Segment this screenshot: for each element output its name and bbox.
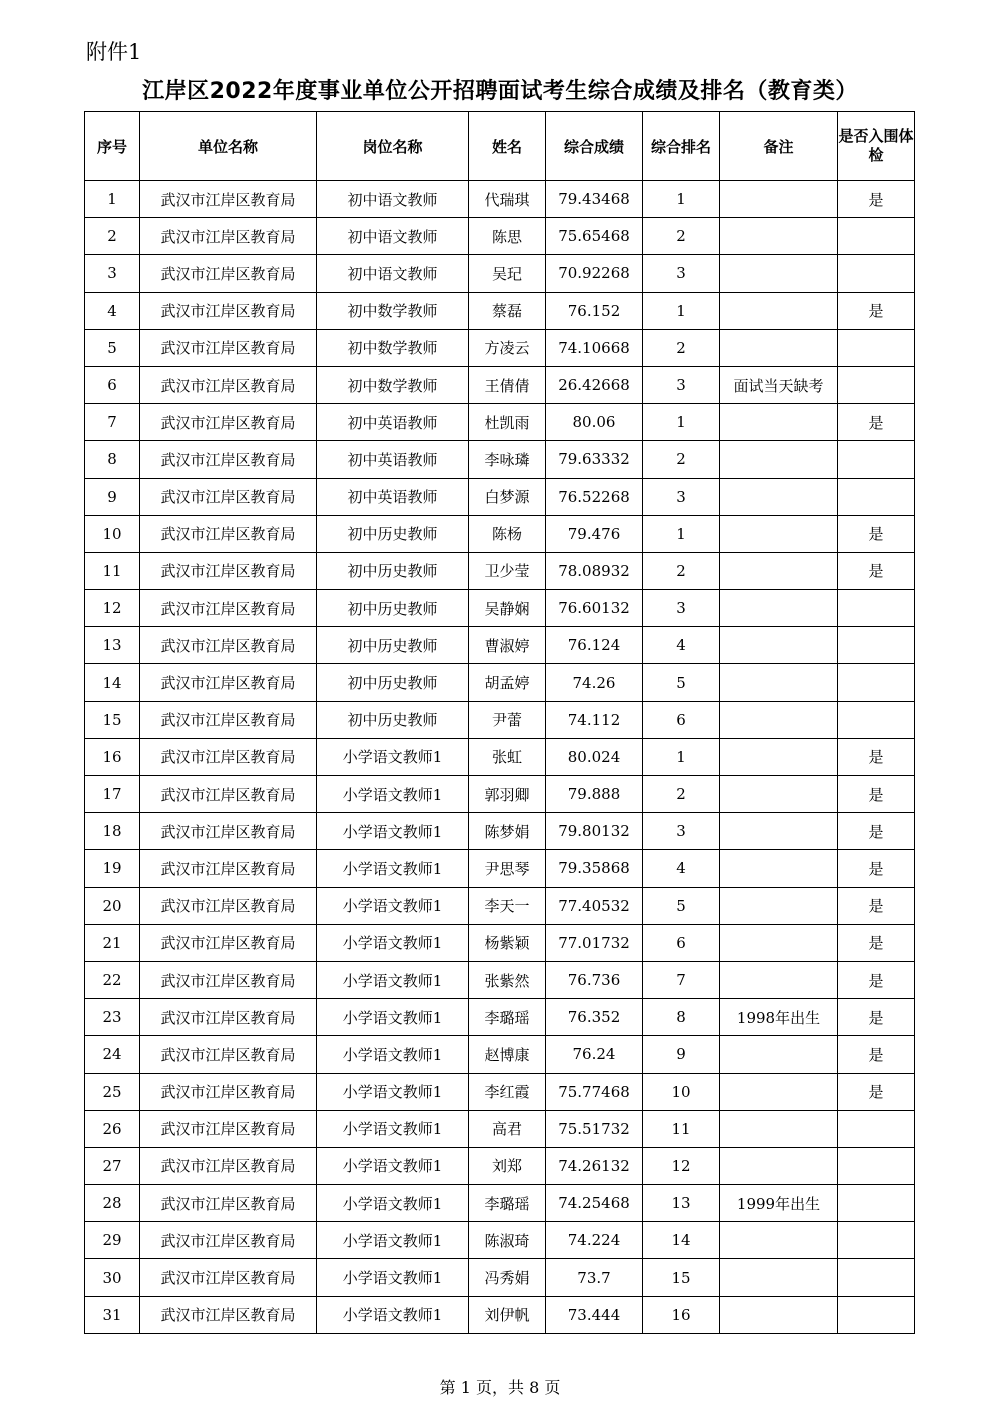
- cell-position: 初中数学教师: [317, 329, 469, 366]
- cell-index: 8: [85, 441, 140, 478]
- cell-score: 76.152: [546, 292, 643, 329]
- cell-remark: [720, 813, 838, 850]
- cell-index: 2: [85, 218, 140, 255]
- document-title: 江岸区2022年度事业单位公开招聘面试考生综合成绩及排名（教育类）: [142, 79, 858, 104]
- cell-score: 76.124: [546, 627, 643, 664]
- table-row: [85, 181, 915, 218]
- cell-remark: [720, 329, 838, 366]
- cell-position: 初中英语教师: [317, 404, 469, 441]
- cell-name: 赵博康: [469, 1036, 546, 1073]
- cell-position: 初中历史教师: [317, 627, 469, 664]
- cell-rank: 14: [643, 1222, 720, 1259]
- cell-rank: 1: [643, 404, 720, 441]
- table-row: [85, 813, 915, 850]
- cell-shortlisted: 是: [838, 404, 915, 441]
- col-header-shortlisted: 是否入围体检: [838, 112, 915, 181]
- cell-position: 小学语文教师1: [317, 887, 469, 924]
- cell-name: 李咏璘: [469, 441, 546, 478]
- cell-position: 小学语文教师1: [317, 776, 469, 813]
- cell-unit: 武汉市江岸区教育局: [140, 627, 317, 664]
- cell-name: 王倩倩: [469, 366, 546, 403]
- cell-score: 77.01732: [546, 924, 643, 961]
- cell-rank: 3: [643, 590, 720, 627]
- cell-rank: 2: [643, 218, 720, 255]
- cell-rank: 2: [643, 329, 720, 366]
- table-header-row: [85, 112, 915, 181]
- cell-shortlisted: 是: [838, 1073, 915, 1110]
- cell-rank: 2: [643, 776, 720, 813]
- cell-unit: 武汉市江岸区教育局: [140, 776, 317, 813]
- cell-score: 76.736: [546, 961, 643, 998]
- cell-remark: [720, 515, 838, 552]
- cell-index: 18: [85, 813, 140, 850]
- table-row: [85, 887, 915, 924]
- cell-rank: 13: [643, 1185, 720, 1222]
- cell-shortlisted: [838, 590, 915, 627]
- cell-index: 28: [85, 1185, 140, 1222]
- page-footer: 第 1 页，共 8 页: [439, 1378, 561, 1397]
- cell-position: 小学语文教师1: [317, 961, 469, 998]
- cell-rank: 6: [643, 924, 720, 961]
- cell-shortlisted: 是: [838, 776, 915, 813]
- cell-unit: 武汉市江岸区教育局: [140, 664, 317, 701]
- cell-index: 9: [85, 478, 140, 515]
- cell-name: 李红霞: [469, 1073, 546, 1110]
- cell-name: 胡孟婷: [469, 664, 546, 701]
- cell-shortlisted: [838, 441, 915, 478]
- cell-position: 初中语文教师: [317, 181, 469, 218]
- cell-rank: 12: [643, 1147, 720, 1184]
- table-body: [85, 181, 915, 1334]
- cell-score: 75.77468: [546, 1073, 643, 1110]
- cell-index: 5: [85, 329, 140, 366]
- cell-name: 尹蕾: [469, 701, 546, 738]
- cell-score: 79.35868: [546, 850, 643, 887]
- cell-name: 吴玘: [469, 255, 546, 292]
- table-row: [85, 1110, 915, 1147]
- cell-position: 小学语文教师1: [317, 1073, 469, 1110]
- cell-rank: 6: [643, 701, 720, 738]
- cell-name: 卫少莹: [469, 552, 546, 589]
- table-row: [85, 664, 915, 701]
- cell-position: 初中英语教师: [317, 478, 469, 515]
- cell-index: 4: [85, 292, 140, 329]
- cell-remark: [720, 1296, 838, 1333]
- cell-score: 75.51732: [546, 1110, 643, 1147]
- cell-position: 小学语文教师1: [317, 1296, 469, 1333]
- cell-score: 76.60132: [546, 590, 643, 627]
- cell-rank: 11: [643, 1110, 720, 1147]
- cell-name: 陈梦娟: [469, 813, 546, 850]
- cell-remark: 1998年出生: [720, 999, 838, 1036]
- cell-unit: 武汉市江岸区教育局: [140, 701, 317, 738]
- cell-remark: [720, 1259, 838, 1296]
- table-row: [85, 701, 915, 738]
- table-row: [85, 292, 915, 329]
- cell-name: 杜凯雨: [469, 404, 546, 441]
- cell-shortlisted: 是: [838, 181, 915, 218]
- table-row: [85, 1036, 915, 1073]
- cell-score: 76.352: [546, 999, 643, 1036]
- table-row: [85, 738, 915, 775]
- cell-score: 76.24: [546, 1036, 643, 1073]
- cell-index: 20: [85, 887, 140, 924]
- cell-remark: [720, 552, 838, 589]
- cell-unit: 武汉市江岸区教育局: [140, 441, 317, 478]
- cell-unit: 武汉市江岸区教育局: [140, 552, 317, 589]
- cell-name: 陈杨: [469, 515, 546, 552]
- cell-remark: [720, 1147, 838, 1184]
- cell-shortlisted: 是: [838, 292, 915, 329]
- cell-remark: [720, 924, 838, 961]
- cell-remark: [720, 292, 838, 329]
- cell-shortlisted: 是: [838, 552, 915, 589]
- cell-score: 76.52268: [546, 478, 643, 515]
- cell-remark: [720, 738, 838, 775]
- cell-index: 7: [85, 404, 140, 441]
- table-row: [85, 404, 915, 441]
- cell-remark: 面试当天缺考: [720, 366, 838, 403]
- col-header-unit: 单位名称: [140, 112, 317, 181]
- cell-position: 小学语文教师1: [317, 924, 469, 961]
- table-row: [85, 1222, 915, 1259]
- cell-rank: 1: [643, 181, 720, 218]
- cell-rank: 15: [643, 1259, 720, 1296]
- cell-index: 13: [85, 627, 140, 664]
- cell-remark: [720, 590, 838, 627]
- cell-score: 70.92268: [546, 255, 643, 292]
- cell-index: 25: [85, 1073, 140, 1110]
- cell-position: 小学语文教师1: [317, 1185, 469, 1222]
- table-row: [85, 590, 915, 627]
- cell-remark: [720, 181, 838, 218]
- cell-unit: 武汉市江岸区教育局: [140, 590, 317, 627]
- cell-index: 16: [85, 738, 140, 775]
- cell-remark: [720, 1036, 838, 1073]
- cell-position: 初中数学教师: [317, 292, 469, 329]
- cell-unit: 武汉市江岸区教育局: [140, 924, 317, 961]
- cell-position: 初中语文教师: [317, 255, 469, 292]
- cell-rank: 1: [643, 515, 720, 552]
- cell-index: 26: [85, 1110, 140, 1147]
- cell-score: 80.06: [546, 404, 643, 441]
- cell-index: 15: [85, 701, 140, 738]
- cell-index: 11: [85, 552, 140, 589]
- cell-unit: 武汉市江岸区教育局: [140, 1222, 317, 1259]
- cell-unit: 武汉市江岸区教育局: [140, 1296, 317, 1333]
- cell-name: 曹淑婷: [469, 627, 546, 664]
- table-row: [85, 478, 915, 515]
- cell-shortlisted: 是: [838, 738, 915, 775]
- cell-position: 初中历史教师: [317, 515, 469, 552]
- cell-name: 张虹: [469, 738, 546, 775]
- cell-shortlisted: 是: [838, 850, 915, 887]
- cell-unit: 武汉市江岸区教育局: [140, 292, 317, 329]
- cell-shortlisted: 是: [838, 1036, 915, 1073]
- cell-position: 初中历史教师: [317, 701, 469, 738]
- table-row: [85, 515, 915, 552]
- cell-remark: [720, 404, 838, 441]
- cell-index: 14: [85, 664, 140, 701]
- cell-name: 李璐瑶: [469, 999, 546, 1036]
- cell-name: 李璐瑶: [469, 1185, 546, 1222]
- cell-shortlisted: [838, 255, 915, 292]
- table-row: [85, 329, 915, 366]
- cell-position: 小学语文教师1: [317, 1259, 469, 1296]
- table-row: [85, 961, 915, 998]
- cell-unit: 武汉市江岸区教育局: [140, 515, 317, 552]
- table-row: [85, 441, 915, 478]
- cell-remark: 1999年出生: [720, 1185, 838, 1222]
- cell-index: 19: [85, 850, 140, 887]
- cell-unit: 武汉市江岸区教育局: [140, 218, 317, 255]
- cell-rank: 3: [643, 813, 720, 850]
- cell-rank: 1: [643, 738, 720, 775]
- cell-shortlisted: 是: [838, 924, 915, 961]
- cell-unit: 武汉市江岸区教育局: [140, 813, 317, 850]
- cell-remark: [720, 961, 838, 998]
- cell-score: 73.444: [546, 1296, 643, 1333]
- cell-position: 小学语文教师1: [317, 1036, 469, 1073]
- cell-unit: 武汉市江岸区教育局: [140, 850, 317, 887]
- cell-remark: [720, 218, 838, 255]
- table-row: [85, 1185, 915, 1222]
- cell-score: 74.10668: [546, 329, 643, 366]
- cell-score: 80.024: [546, 738, 643, 775]
- cell-shortlisted: [838, 478, 915, 515]
- cell-unit: 武汉市江岸区教育局: [140, 1185, 317, 1222]
- cell-index: 22: [85, 961, 140, 998]
- cell-unit: 武汉市江岸区教育局: [140, 478, 317, 515]
- cell-rank: 16: [643, 1296, 720, 1333]
- col-header-score: 综合成绩: [546, 112, 643, 181]
- cell-score: 79.43468: [546, 181, 643, 218]
- cell-name: 高君: [469, 1110, 546, 1147]
- cell-score: 79.888: [546, 776, 643, 813]
- cell-position: 小学语文教师1: [317, 999, 469, 1036]
- cell-name: 代瑞琪: [469, 181, 546, 218]
- cell-remark: [720, 1073, 838, 1110]
- cell-score: 79.63332: [546, 441, 643, 478]
- col-header-index: 序号: [85, 112, 140, 181]
- cell-index: 31: [85, 1296, 140, 1333]
- cell-rank: 9: [643, 1036, 720, 1073]
- table-row: [85, 1259, 915, 1296]
- cell-unit: 武汉市江岸区教育局: [140, 1147, 317, 1184]
- cell-rank: 5: [643, 664, 720, 701]
- cell-position: 小学语文教师1: [317, 1110, 469, 1147]
- cell-unit: 武汉市江岸区教育局: [140, 255, 317, 292]
- table-row: [85, 218, 915, 255]
- table-row: [85, 1073, 915, 1110]
- cell-shortlisted: [838, 1259, 915, 1296]
- cell-score: 78.08932: [546, 552, 643, 589]
- cell-shortlisted: 是: [838, 887, 915, 924]
- cell-name: 刘郑: [469, 1147, 546, 1184]
- cell-remark: [720, 478, 838, 515]
- cell-position: 小学语文教师1: [317, 738, 469, 775]
- cell-remark: [720, 887, 838, 924]
- cell-name: 刘伊帆: [469, 1296, 546, 1333]
- table-row: [85, 1147, 915, 1184]
- cell-score: 73.7: [546, 1259, 643, 1296]
- score-table: [84, 111, 915, 1334]
- cell-unit: 武汉市江岸区教育局: [140, 1110, 317, 1147]
- table-row: [85, 552, 915, 589]
- cell-shortlisted: [838, 1296, 915, 1333]
- cell-name: 尹思琴: [469, 850, 546, 887]
- cell-name: 方凌云: [469, 329, 546, 366]
- cell-remark: [720, 1222, 838, 1259]
- cell-unit: 武汉市江岸区教育局: [140, 999, 317, 1036]
- cell-name: 陈思: [469, 218, 546, 255]
- cell-remark: [720, 776, 838, 813]
- cell-score: 74.26132: [546, 1147, 643, 1184]
- cell-unit: 武汉市江岸区教育局: [140, 961, 317, 998]
- cell-index: 17: [85, 776, 140, 813]
- cell-index: 6: [85, 366, 140, 403]
- cell-remark: [720, 850, 838, 887]
- cell-rank: 3: [643, 478, 720, 515]
- cell-remark: [720, 664, 838, 701]
- cell-score: 77.40532: [546, 887, 643, 924]
- cell-unit: 武汉市江岸区教育局: [140, 887, 317, 924]
- cell-shortlisted: [838, 1185, 915, 1222]
- cell-rank: 5: [643, 887, 720, 924]
- cell-position: 小学语文教师1: [317, 1222, 469, 1259]
- cell-shortlisted: [838, 329, 915, 366]
- table-row: [85, 776, 915, 813]
- cell-shortlisted: [838, 1222, 915, 1259]
- cell-score: 79.80132: [546, 813, 643, 850]
- cell-position: 小学语文教师1: [317, 813, 469, 850]
- cell-name: 白梦源: [469, 478, 546, 515]
- attachment-label: 附件1: [86, 40, 142, 64]
- cell-shortlisted: 是: [838, 961, 915, 998]
- cell-rank: 3: [643, 366, 720, 403]
- cell-index: 23: [85, 999, 140, 1036]
- cell-position: 初中数学教师: [317, 366, 469, 403]
- table-row: [85, 366, 915, 403]
- col-header-name: 姓名: [469, 112, 546, 181]
- cell-index: 3: [85, 255, 140, 292]
- cell-shortlisted: [838, 1110, 915, 1147]
- cell-score: 74.25468: [546, 1185, 643, 1222]
- cell-name: 陈淑琦: [469, 1222, 546, 1259]
- cell-shortlisted: [838, 366, 915, 403]
- cell-name: 李天一: [469, 887, 546, 924]
- cell-position: 初中历史教师: [317, 590, 469, 627]
- cell-unit: 武汉市江岸区教育局: [140, 366, 317, 403]
- table-row: [85, 627, 915, 664]
- cell-rank: 7: [643, 961, 720, 998]
- cell-rank: 4: [643, 627, 720, 664]
- cell-score: 79.476: [546, 515, 643, 552]
- cell-shortlisted: [838, 1147, 915, 1184]
- cell-shortlisted: [838, 627, 915, 664]
- cell-rank: 2: [643, 441, 720, 478]
- cell-shortlisted: 是: [838, 813, 915, 850]
- cell-name: 冯秀娟: [469, 1259, 546, 1296]
- cell-shortlisted: 是: [838, 515, 915, 552]
- cell-position: 初中语文教师: [317, 218, 469, 255]
- cell-shortlisted: [838, 701, 915, 738]
- col-header-remark: 备注: [720, 112, 838, 181]
- cell-shortlisted: [838, 218, 915, 255]
- cell-index: 24: [85, 1036, 140, 1073]
- cell-name: 郭羽卿: [469, 776, 546, 813]
- cell-unit: 武汉市江岸区教育局: [140, 181, 317, 218]
- cell-unit: 武汉市江岸区教育局: [140, 1259, 317, 1296]
- col-header-rank: 综合排名: [643, 112, 720, 181]
- table-row: [85, 924, 915, 961]
- cell-name: 蔡磊: [469, 292, 546, 329]
- cell-score: 74.112: [546, 701, 643, 738]
- cell-index: 12: [85, 590, 140, 627]
- col-header-position: 岗位名称: [317, 112, 469, 181]
- cell-shortlisted: [838, 664, 915, 701]
- cell-unit: 武汉市江岸区教育局: [140, 404, 317, 441]
- table-row: [85, 850, 915, 887]
- cell-remark: [720, 627, 838, 664]
- cell-score: 74.224: [546, 1222, 643, 1259]
- cell-unit: 武汉市江岸区教育局: [140, 329, 317, 366]
- cell-index: 29: [85, 1222, 140, 1259]
- cell-index: 10: [85, 515, 140, 552]
- cell-rank: 10: [643, 1073, 720, 1110]
- cell-index: 27: [85, 1147, 140, 1184]
- cell-position: 小学语文教师1: [317, 1147, 469, 1184]
- cell-name: 吴静娴: [469, 590, 546, 627]
- cell-rank: 2: [643, 552, 720, 589]
- cell-position: 初中历史教师: [317, 664, 469, 701]
- cell-rank: 1: [643, 292, 720, 329]
- cell-position: 初中历史教师: [317, 552, 469, 589]
- table-row: [85, 255, 915, 292]
- cell-index: 1: [85, 181, 140, 218]
- cell-remark: [720, 255, 838, 292]
- cell-unit: 武汉市江岸区教育局: [140, 1073, 317, 1110]
- cell-score: 74.26: [546, 664, 643, 701]
- cell-rank: 8: [643, 999, 720, 1036]
- cell-unit: 武汉市江岸区教育局: [140, 1036, 317, 1073]
- cell-position: 初中英语教师: [317, 441, 469, 478]
- cell-unit: 武汉市江岸区教育局: [140, 738, 317, 775]
- cell-rank: 4: [643, 850, 720, 887]
- cell-name: 张紫然: [469, 961, 546, 998]
- cell-remark: [720, 1110, 838, 1147]
- cell-score: 26.42668: [546, 366, 643, 403]
- cell-score: 75.65468: [546, 218, 643, 255]
- cell-remark: [720, 701, 838, 738]
- cell-position: 小学语文教师1: [317, 850, 469, 887]
- table-row: [85, 1296, 915, 1333]
- cell-index: 21: [85, 924, 140, 961]
- table-row: [85, 999, 915, 1036]
- cell-index: 30: [85, 1259, 140, 1296]
- cell-name: 杨紫颖: [469, 924, 546, 961]
- cell-shortlisted: 是: [838, 999, 915, 1036]
- cell-remark: [720, 441, 838, 478]
- cell-rank: 3: [643, 255, 720, 292]
